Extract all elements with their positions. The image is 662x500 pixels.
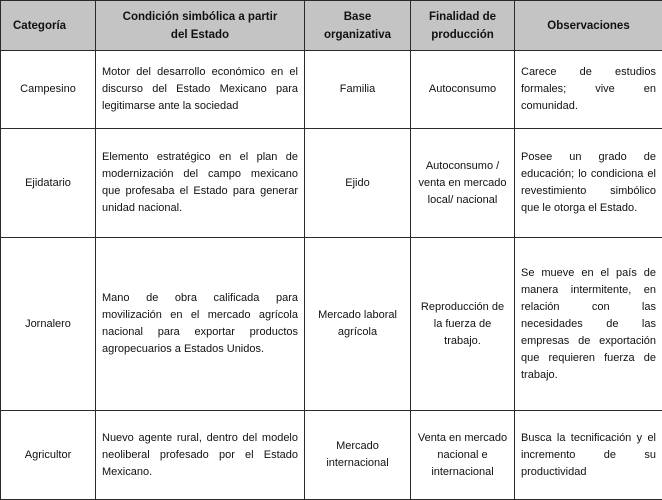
cell-base: Familia (305, 51, 411, 129)
cell-observaciones: Busca la tecnificación y el incremento de su productividad (515, 411, 662, 500)
cell-categoria: Jornalero (1, 238, 96, 411)
cell-condicion: Motor del desarrollo económico en el discurso del Estado Mexicano para legitimarse ante la sociedad (96, 51, 305, 129)
header-observaciones: Observaciones (515, 1, 662, 51)
header-finalidad-line1: Finalidad de (417, 8, 508, 26)
cell-base: Mercado laboral agrícola (305, 238, 411, 411)
cell-finalidad: Autoconsumo / venta en mercado local/ nacional (411, 129, 515, 238)
cell-observaciones: Posee un grado de educación; lo condiciona el revestimiento simbólico que le otorga el Estado. (515, 129, 662, 238)
header-categoria: Categoría (1, 1, 96, 51)
cell-condicion: Nuevo agente rural, dentro del modelo neoliberal profesado por el Estado Mexicano. (96, 411, 305, 500)
table-row (1, 51, 662, 129)
cell-base: Mercado internacional (305, 411, 411, 500)
cell-finalidad: Venta en mercado nacional e internacional (411, 411, 515, 500)
cell-base: Ejido (305, 129, 411, 238)
cell-condicion: Mano de obra calificada para movilización en el mercado agrícola nacional para exportar productos agropecuarios a Estados Unidos. (96, 238, 305, 411)
cell-finalidad: Autoconsumo (411, 51, 515, 129)
cell-observaciones: Se mueve en el país de manera intermitente, en relación con las necesidades de las empresas de exportación que requieren fuerza de trabajo. (515, 238, 662, 411)
table-row (1, 238, 662, 411)
table-header-row (1, 1, 662, 51)
cell-observaciones: Carece de estudios formales; vive en comunidad. (515, 51, 662, 129)
header-base-line2: organizativa (311, 26, 404, 44)
header-base (305, 1, 411, 51)
header-base-line1: Base (311, 8, 404, 26)
cell-condicion: Elemento estratégico en el plan de modernización del campo mexicano que profesaba el Estado para generar unidad nacional. (96, 129, 305, 238)
header-finalidad-line2: producción (417, 26, 508, 44)
header-condicion (96, 1, 305, 51)
table-row (1, 411, 662, 500)
cell-finalidad: Reproducción de la fuerza de trabajo. (411, 238, 515, 411)
table-row (1, 129, 662, 238)
header-condicion-line2: del Estado (102, 26, 298, 44)
header-finalidad (411, 1, 515, 51)
cell-categoria: Ejidatario (1, 129, 96, 238)
cell-categoria: Agricultor (1, 411, 96, 500)
cell-categoria: Campesino (1, 51, 96, 129)
header-condicion-line1: Condición simbólica a partir (102, 8, 298, 26)
